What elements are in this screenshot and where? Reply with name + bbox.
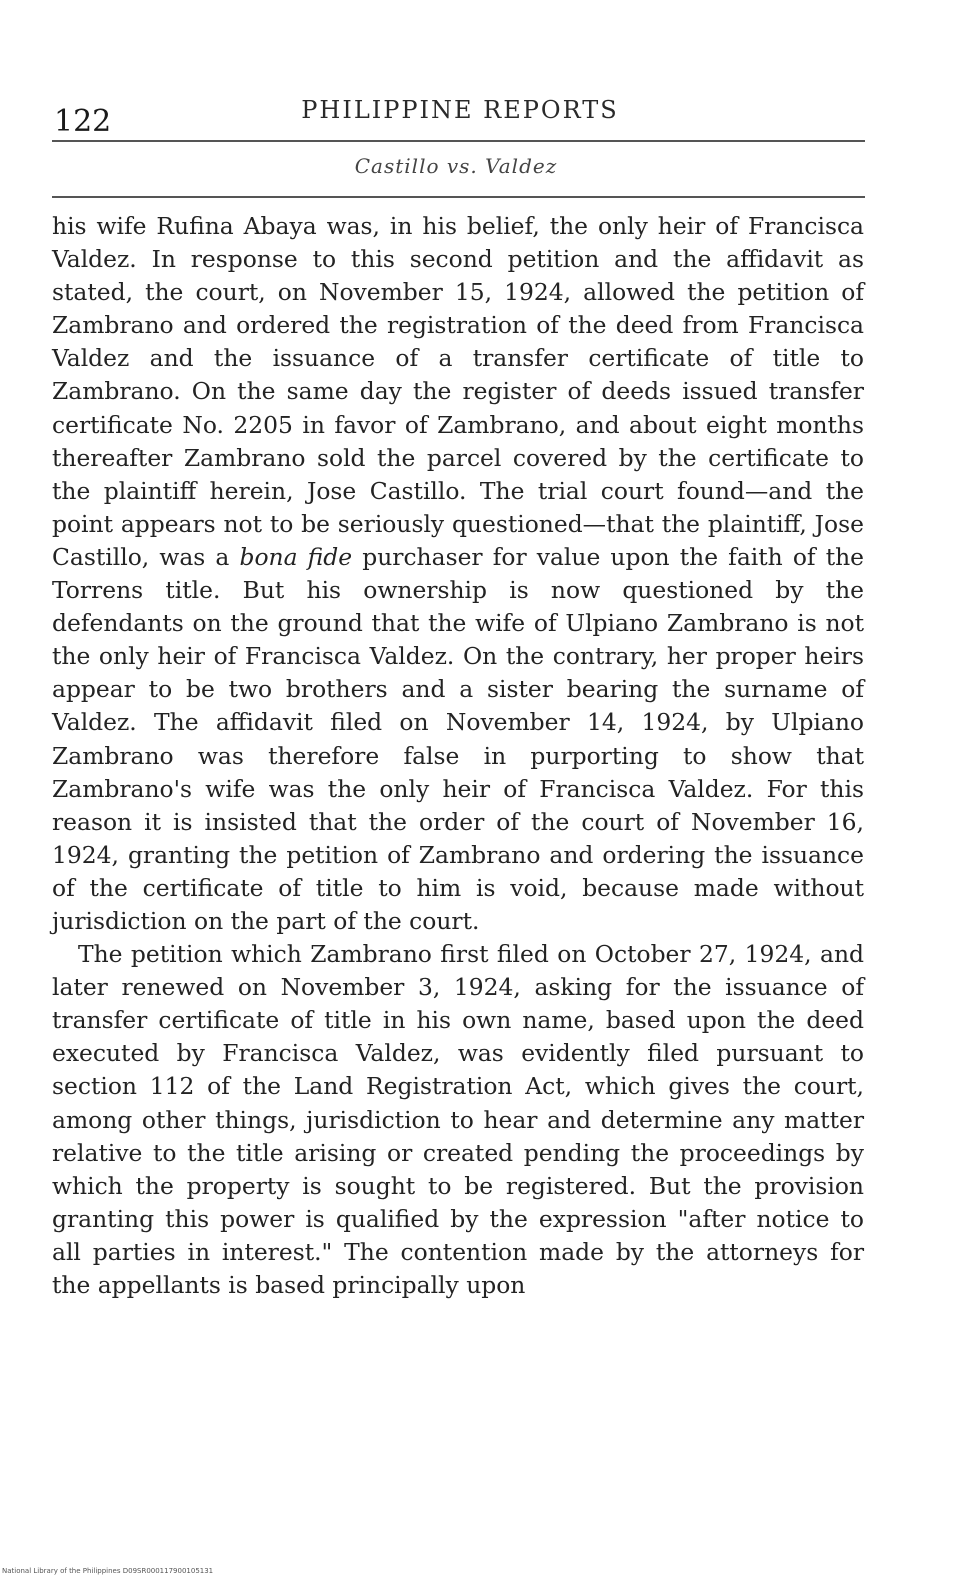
paragraph-1-text-b: purchaser for value upon the faith of the Torrens title. But his ownership is now questioned by the defendants on the ground that the wife of Ulpiano Zambrano is not the only heir of Francisca Valdez. On the contrary, her proper heirs appear to be two brothers and a sister bearing the surname of Valdez. The affidavit filed on November 14, 1924, by Ulpiano Zambrano was therefore false in purporting to show that Zambrano's wife was the only heir of Francisca Valdez. For this reason it is insisted that the order of the court of November 16, 1924, granting the petition of Zambrano and ordering the issuance of the certificate of title to him is void, because made without jurisdiction on the part of the court. (52, 542, 864, 935)
running-head: PHILIPPINE REPORTS (301, 96, 619, 124)
archive-footer-mark: National Library of the Philippines D09SR000117900105131 (2, 1567, 214, 1575)
header-rule-bottom (52, 196, 865, 198)
case-title: Castillo vs. Valdez (354, 154, 558, 178)
body-text (52, 210, 864, 1302)
paragraph-1-text-a: his wife Rufina Abaya was, in his belief, the only heir of Francisca Valdez. In response to this second petition and the affidavit as stated, the court, on November 15, 1924, allowed the petition of Zambrano and ordered the registration of the deed from Francisca Valdez and the issuance of a transfer certificate of title to Zambrano. On the same day the register of deeds issued transfer certificate No. 2205 in favor of Zambrano, and about eight months thereafter Zambrano sold the parcel covered by the certificate to the plaintiff herein, Jose Castillo. The trial court found—and the point appears not to be seriously questioned—that the plaintiff, Jose Castillo, was a (52, 212, 864, 571)
paragraph-1-italic: bona fide (239, 542, 353, 571)
page-number: 122 (54, 104, 112, 139)
paragraph-1 (52, 210, 864, 938)
paragraph-2: The petition which Zambrano first filed on October 27, 1924, and later renewed on November 3, 1924, asking for the issuance of transfer certificate of title in his own name, based upon the deed executed by Francisca Valdez, was evidently filed pursuant to section 112 of the Land Registration Act, which gives the court, among other things, jurisdiction to hear and determine any matter relative to the title arising or created pending the proceedings by which the property is sought to be registered. But the provision granting this power is qualified by the expression "after notice to all parties in interest." The contention made by the attorneys for the appellants is based principally upon (52, 940, 864, 1299)
header-rule-top (52, 140, 865, 142)
